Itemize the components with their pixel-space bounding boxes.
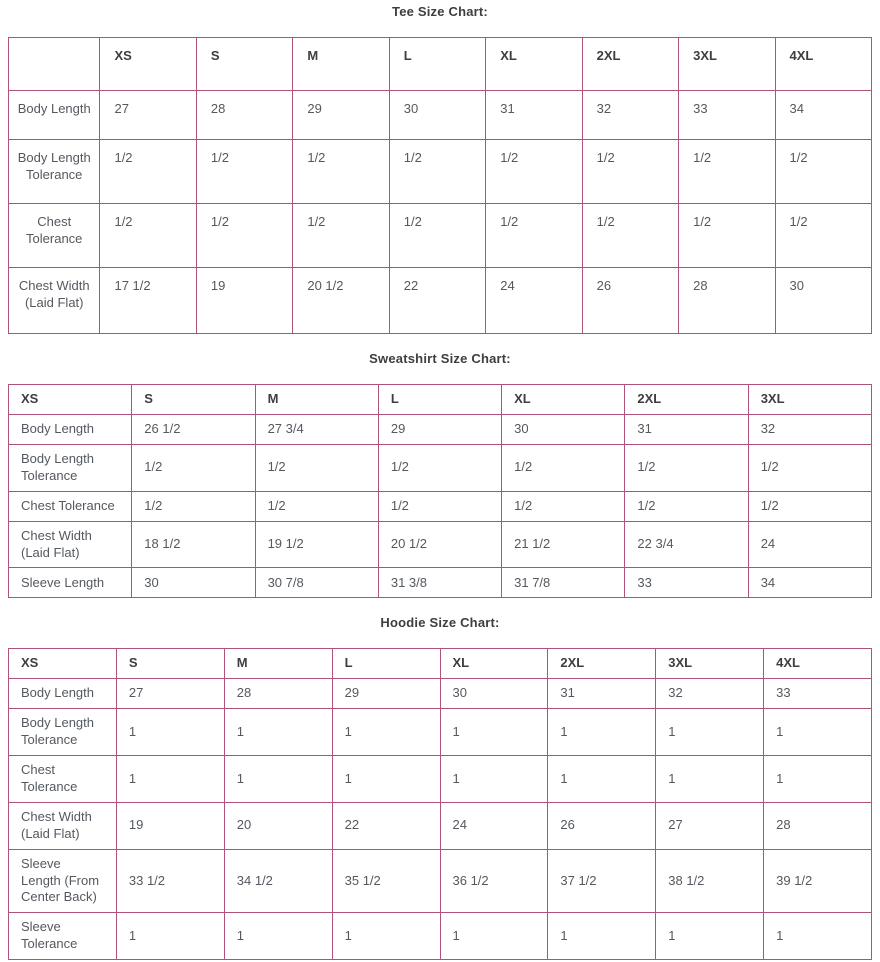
cell-value: 1/2 xyxy=(502,491,625,521)
cell-value: 1 xyxy=(224,756,332,803)
cell-value: 1/2 xyxy=(378,491,501,521)
cell-value: 1 xyxy=(116,709,224,756)
header-row xyxy=(9,649,872,679)
cell-value: 1/2 xyxy=(748,491,871,521)
cell-value: 31 xyxy=(625,414,748,444)
column-header: 3XL xyxy=(679,38,775,91)
table-row xyxy=(9,268,872,334)
cell-value: 26 xyxy=(582,268,678,334)
tee-size-chart-title: Tee Size Chart: xyxy=(392,4,488,19)
table-row xyxy=(9,521,872,568)
column-header: M xyxy=(293,38,389,91)
column-header: XL xyxy=(502,385,625,415)
column-header: XS xyxy=(9,649,117,679)
column-header: M xyxy=(255,385,378,415)
column-header: XL xyxy=(440,649,548,679)
column-header: L xyxy=(332,649,440,679)
cell-value: 1 xyxy=(116,756,224,803)
cell-value: 34 xyxy=(748,568,871,598)
row-label: Body Length xyxy=(9,414,132,444)
cell-value: 29 xyxy=(332,679,440,709)
cell-value: 1 xyxy=(440,913,548,960)
cell-value: 1/2 xyxy=(132,444,255,491)
header-row xyxy=(9,385,872,415)
cell-value: 24 xyxy=(486,268,582,334)
cell-value: 26 1/2 xyxy=(132,414,255,444)
tee-size-chart-table xyxy=(8,37,872,334)
cell-value: 1 xyxy=(764,756,872,803)
row-label: Sleeve Tolerance xyxy=(9,913,117,960)
row-label: Chest Width (Laid Flat) xyxy=(9,268,100,334)
table-row xyxy=(9,709,872,756)
column-header: 4XL xyxy=(775,38,871,91)
table-row xyxy=(9,568,872,598)
cell-value: 1 xyxy=(224,709,332,756)
cell-value: 1/2 xyxy=(293,204,389,268)
row-label: Chest Tolerance xyxy=(9,491,132,521)
row-label: Chest Tolerance xyxy=(9,756,117,803)
cell-value: 1/2 xyxy=(378,444,501,491)
cell-value: 1/2 xyxy=(582,140,678,204)
cell-value: 30 xyxy=(502,414,625,444)
cell-value: 39 1/2 xyxy=(764,849,872,913)
cell-value: 38 1/2 xyxy=(656,849,764,913)
cell-value: 17 1/2 xyxy=(100,268,196,334)
hoodie-size-chart-table xyxy=(8,648,872,960)
table-row xyxy=(9,444,872,491)
cell-value: 22 3/4 xyxy=(625,521,748,568)
cell-value: 34 xyxy=(775,91,871,140)
cell-value: 1/2 xyxy=(625,491,748,521)
cell-value: 1/2 xyxy=(625,444,748,491)
column-header xyxy=(9,38,100,91)
cell-value: 1 xyxy=(548,913,656,960)
column-header: XS xyxy=(100,38,196,91)
column-header: S xyxy=(116,649,224,679)
cell-value: 27 xyxy=(656,802,764,849)
cell-value: 1/2 xyxy=(486,204,582,268)
tee-size-chart-section xyxy=(8,4,872,334)
cell-value: 1 xyxy=(548,756,656,803)
table-row xyxy=(9,414,872,444)
cell-value: 30 xyxy=(132,568,255,598)
cell-value: 1 xyxy=(116,913,224,960)
cell-value: 33 xyxy=(625,568,748,598)
sweatshirt-size-chart-title: Sweatshirt Size Chart: xyxy=(369,351,511,366)
cell-value: 29 xyxy=(378,414,501,444)
cell-value: 1/2 xyxy=(748,444,871,491)
cell-value: 20 xyxy=(224,802,332,849)
table-row xyxy=(9,91,872,140)
cell-value: 27 3/4 xyxy=(255,414,378,444)
cell-value: 1 xyxy=(440,709,548,756)
cell-value: 1/2 xyxy=(486,140,582,204)
cell-value: 28 xyxy=(224,679,332,709)
cell-value: 1/2 xyxy=(389,204,485,268)
cell-value: 1/2 xyxy=(775,140,871,204)
cell-value: 1/2 xyxy=(100,204,196,268)
cell-value: 1/2 xyxy=(775,204,871,268)
row-label: Body Length Tolerance xyxy=(9,444,132,491)
cell-value: 1 xyxy=(332,756,440,803)
cell-value: 1 xyxy=(656,709,764,756)
row-label: Sleeve Length (From Center Back) xyxy=(9,849,117,913)
cell-value: 31 7/8 xyxy=(502,568,625,598)
cell-value: 32 xyxy=(582,91,678,140)
table-row xyxy=(9,802,872,849)
cell-value: 30 7/8 xyxy=(255,568,378,598)
cell-value: 30 xyxy=(775,268,871,334)
row-label: Body Length xyxy=(9,679,117,709)
table-row xyxy=(9,756,872,803)
cell-value: 35 1/2 xyxy=(332,849,440,913)
row-label: Body Length Tolerance xyxy=(9,709,117,756)
cell-value: 1 xyxy=(548,709,656,756)
cell-value: 30 xyxy=(389,91,485,140)
cell-value: 1/2 xyxy=(582,204,678,268)
cell-value: 1 xyxy=(764,709,872,756)
table-row xyxy=(9,679,872,709)
column-header: 2XL xyxy=(548,649,656,679)
cell-value: 22 xyxy=(332,802,440,849)
sweatshirt-size-chart-section xyxy=(8,351,872,598)
cell-value: 33 xyxy=(764,679,872,709)
cell-value: 31 xyxy=(486,91,582,140)
row-label: Body Length xyxy=(9,91,100,140)
cell-value: 1/2 xyxy=(293,140,389,204)
cell-value: 24 xyxy=(748,521,871,568)
table-row xyxy=(9,913,872,960)
row-label: Sleeve Length xyxy=(9,568,132,598)
column-header: 3XL xyxy=(748,385,871,415)
column-header: XL xyxy=(486,38,582,91)
cell-value: 1/2 xyxy=(132,491,255,521)
cell-value: 1/2 xyxy=(100,140,196,204)
cell-value: 1 xyxy=(224,913,332,960)
cell-value: 34 1/2 xyxy=(224,849,332,913)
cell-value: 1 xyxy=(764,913,872,960)
cell-value: 20 1/2 xyxy=(378,521,501,568)
cell-value: 1 xyxy=(656,913,764,960)
cell-value: 1/2 xyxy=(502,444,625,491)
cell-value: 1 xyxy=(332,913,440,960)
cell-value: 36 1/2 xyxy=(440,849,548,913)
cell-value: 20 1/2 xyxy=(293,268,389,334)
cell-value: 27 xyxy=(116,679,224,709)
column-header: 2XL xyxy=(625,385,748,415)
cell-value: 1/2 xyxy=(255,444,378,491)
column-header: S xyxy=(132,385,255,415)
cell-value: 24 xyxy=(440,802,548,849)
column-header: 4XL xyxy=(764,649,872,679)
column-header: M xyxy=(224,649,332,679)
cell-value: 22 xyxy=(389,268,485,334)
cell-value: 37 1/2 xyxy=(548,849,656,913)
column-header: L xyxy=(389,38,485,91)
cell-value: 1/2 xyxy=(389,140,485,204)
cell-value: 1/2 xyxy=(679,204,775,268)
table-row xyxy=(9,204,872,268)
cell-value: 28 xyxy=(196,91,292,140)
column-header: L xyxy=(378,385,501,415)
cell-value: 1 xyxy=(656,756,764,803)
cell-value: 31 xyxy=(548,679,656,709)
sweatshirt-size-chart-table xyxy=(8,384,872,598)
cell-value: 19 xyxy=(116,802,224,849)
cell-value: 1/2 xyxy=(255,491,378,521)
row-label: Body Length Tolerance xyxy=(9,140,100,204)
cell-value: 1/2 xyxy=(679,140,775,204)
table-row xyxy=(9,140,872,204)
cell-value: 1/2 xyxy=(196,204,292,268)
cell-value: 1 xyxy=(440,756,548,803)
column-header: 2XL xyxy=(582,38,678,91)
cell-value: 19 xyxy=(196,268,292,334)
cell-value: 19 1/2 xyxy=(255,521,378,568)
cell-value: 1/2 xyxy=(196,140,292,204)
cell-value: 18 1/2 xyxy=(132,521,255,568)
cell-value: 31 3/8 xyxy=(378,568,501,598)
column-header: 3XL xyxy=(656,649,764,679)
cell-value: 32 xyxy=(748,414,871,444)
cell-value: 30 xyxy=(440,679,548,709)
cell-value: 33 xyxy=(679,91,775,140)
cell-value: 21 1/2 xyxy=(502,521,625,568)
cell-value: 26 xyxy=(548,802,656,849)
header-row xyxy=(9,38,872,91)
table-row xyxy=(9,849,872,913)
row-label: Chest Width (Laid Flat) xyxy=(9,521,132,568)
hoodie-size-chart-section xyxy=(8,615,872,960)
cell-value: 27 xyxy=(100,91,196,140)
table-row xyxy=(9,491,872,521)
cell-value: 32 xyxy=(656,679,764,709)
cell-value: 33 1/2 xyxy=(116,849,224,913)
column-header: S xyxy=(196,38,292,91)
cell-value: 28 xyxy=(679,268,775,334)
row-label: Chest Width (Laid Flat) xyxy=(9,802,117,849)
cell-value: 28 xyxy=(764,802,872,849)
cell-value: 1 xyxy=(332,709,440,756)
row-label: Chest Tolerance xyxy=(9,204,100,268)
hoodie-size-chart-title: Hoodie Size Chart: xyxy=(380,615,500,631)
cell-value: 29 xyxy=(293,91,389,140)
column-header: XS xyxy=(9,385,132,415)
